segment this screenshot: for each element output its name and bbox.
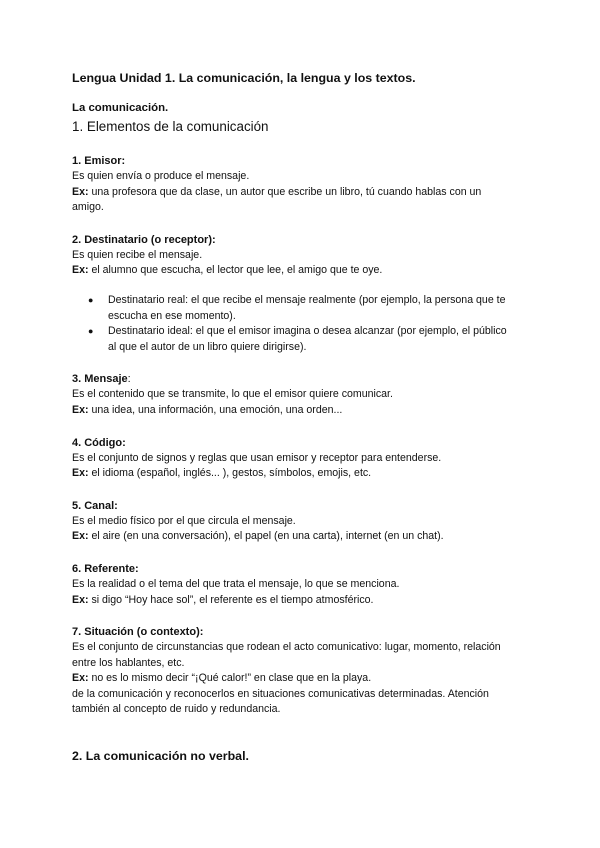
element-example — [72, 403, 534, 419]
element-example — [72, 263, 534, 279]
element-canal — [72, 499, 534, 545]
element-example — [72, 185, 534, 201]
list-item-text: Destinatario ideal: el que el emisor imagina o desea alcanzar (por ejemplo, el público — [108, 325, 507, 338]
list-item-text: Destinatario real: el que recibe el mensaje realmente (por ejemplo, la persona que te — [108, 293, 506, 306]
example-text: el aire (en una conversación), el papel (en una carta), internet (en un chat). — [88, 530, 444, 543]
example-label: Ex: — [72, 403, 89, 416]
example-label: Ex: — [72, 530, 89, 543]
element-emisor — [72, 154, 534, 216]
document-page — [72, 70, 534, 765]
element-definition: Es el medio físico por el que circula el mensaje. — [72, 514, 296, 527]
list-item — [88, 324, 534, 355]
element-definition-continued: entre los hablantes, etc. — [72, 656, 185, 669]
element-title: 5. Canal: — [72, 499, 118, 512]
subsection-title: La comunicación. — [72, 102, 169, 114]
destinatario-types-list — [72, 293, 534, 355]
element-example — [72, 466, 534, 482]
list-item-text-continued: al que el autor de un libro quiere dirigirse). — [108, 340, 307, 353]
example-text: una profesora que da clase, un autor que escribe un libro, tú cuando hablas con un — [88, 185, 482, 198]
list-item — [88, 293, 534, 324]
element-title: 4. Código: — [72, 436, 126, 449]
example-text: el idioma (español, inglés... ), gestos, símbolos, emojis, etc. — [88, 467, 372, 480]
element-title: 1. Emisor: — [72, 155, 126, 167]
element-example — [72, 593, 534, 609]
element-title: 6. Referente: — [72, 562, 139, 575]
element-definition: Es quien recibe el mensaje. — [72, 248, 203, 261]
bullet-icon: ● — [88, 326, 94, 337]
element-example-continued: amigo. — [72, 201, 104, 214]
extra-note-continued: también al concepto de ruido y redundancia. — [72, 703, 281, 716]
element-title: 7. Situación (o contexto): — [72, 626, 204, 639]
section-title-no-verbal: 2. La comunicación no verbal. — [72, 749, 249, 764]
element-title — [72, 372, 534, 387]
element-situacion — [72, 625, 534, 718]
element-referente — [72, 562, 534, 608]
extra-note: de la comunicación y reconocerlos en situaciones comunicativas determinadas. Atención — [72, 687, 489, 700]
element-definition: Es el conjunto de signos y reglas que usan emisor y receptor para entenderse. — [72, 451, 442, 464]
element-definition: Es quien envía o produce el mensaje. — [72, 170, 250, 182]
element-mensaje — [72, 372, 534, 418]
example-label: Ex: — [72, 264, 89, 277]
example-text: no es lo mismo decir “¡Qué calor!” en clase que en la playa. — [88, 672, 372, 685]
element-example — [72, 671, 534, 687]
example-text: el alumno que escucha, el lector que lee, el amigo que te oye. — [88, 264, 383, 277]
element-definition: Es el conjunto de circunstancias que rodean el acto comunicativo: lugar, momento, relación — [72, 641, 501, 654]
element-title-colon: : — [127, 373, 131, 386]
example-label: Ex: — [72, 593, 89, 606]
example-text: si digo “Hoy hace sol”, el referente es el tiempo atmosférico. — [88, 593, 374, 606]
element-title: 2. Destinatario (o receptor): — [72, 233, 216, 246]
section-title-elementos: 1. Elementos de la comunicación — [72, 119, 269, 134]
example-label: Ex: — [72, 467, 89, 480]
example-label: Ex: — [72, 185, 89, 198]
list-item-text-continued: escucha en ese momento). — [108, 309, 236, 322]
element-codigo — [72, 436, 534, 482]
example-label: Ex: — [72, 672, 89, 685]
example-text: una idea, una información, una emoción, una orden... — [88, 403, 343, 416]
element-example — [72, 529, 534, 545]
element-definition: Es la realidad o el tema del que trata el mensaje, lo que se menciona. — [72, 577, 400, 590]
element-destinatario — [72, 233, 534, 356]
document-title: Lengua Unidad 1. La comunicación, la lengua y los textos. — [72, 71, 416, 85]
bullet-icon: ● — [88, 294, 94, 305]
element-definition: Es el contenido que se transmite, lo que el emisor quiere comunicar. — [72, 388, 393, 401]
element-title-text: 3. Mensaje — [72, 373, 128, 386]
